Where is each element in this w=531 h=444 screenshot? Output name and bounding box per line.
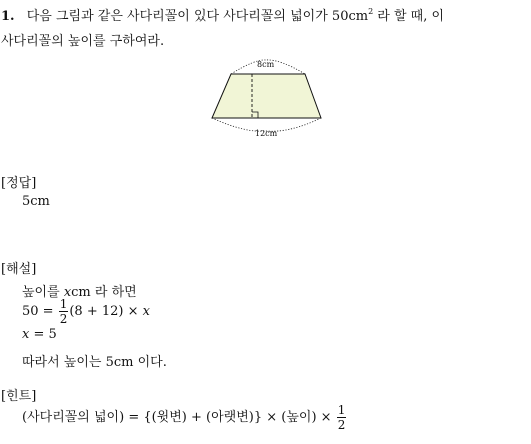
variable-x: x	[22, 327, 30, 342]
solution-text: 높이를	[22, 285, 64, 300]
solution-equation-2	[22, 327, 57, 342]
question-number: 1.	[1, 9, 15, 24]
question-text: 다음 그림과 같은 사다리꼴이 있다 사다리꼴의 넓이가 50cm	[26, 9, 369, 24]
trapezoid-figure	[205, 56, 330, 140]
solution-equation-1	[22, 298, 150, 325]
answer-header: [정답]	[1, 176, 37, 191]
top-base-label: 8cm	[257, 60, 275, 69]
variable-x: x	[142, 304, 150, 319]
superscript: 2	[368, 7, 374, 16]
question-line-2: 사다리꼴의 높이를 구하여라.	[1, 34, 165, 49]
fraction-half	[337, 404, 347, 431]
solution-conclusion: 따라서 높이는 5cm 이다.	[22, 355, 167, 370]
hint-header: [힌트]	[1, 389, 37, 404]
hint-formula	[22, 404, 347, 431]
variable-x: x	[63, 285, 72, 300]
equation-lhs: 50 =	[22, 304, 58, 319]
fraction-denominator: 2	[59, 312, 68, 326]
equation-value: = 5	[29, 327, 57, 342]
fraction-numerator: 1	[59, 297, 68, 311]
fraction-numerator: 1	[337, 403, 346, 417]
solution-text-end: cm 라 하면	[71, 285, 137, 300]
equation-rhs: (8 + 12) ×	[69, 304, 143, 319]
hint-formula-text: (사다리꼴의 넓이) = {(윗변) + (아랫변)} × (높이) ×	[22, 410, 336, 425]
fraction-denominator: 2	[337, 418, 346, 432]
fraction-half	[59, 298, 69, 325]
question-line-1	[1, 5, 444, 24]
bottom-base-label: 12cm	[255, 129, 278, 138]
question-text-end: 라 할 때, 이	[373, 9, 445, 24]
trapezoid-shape	[212, 74, 321, 118]
answer-value: 5cm	[22, 194, 50, 209]
solution-header: [해설]	[1, 262, 37, 277]
